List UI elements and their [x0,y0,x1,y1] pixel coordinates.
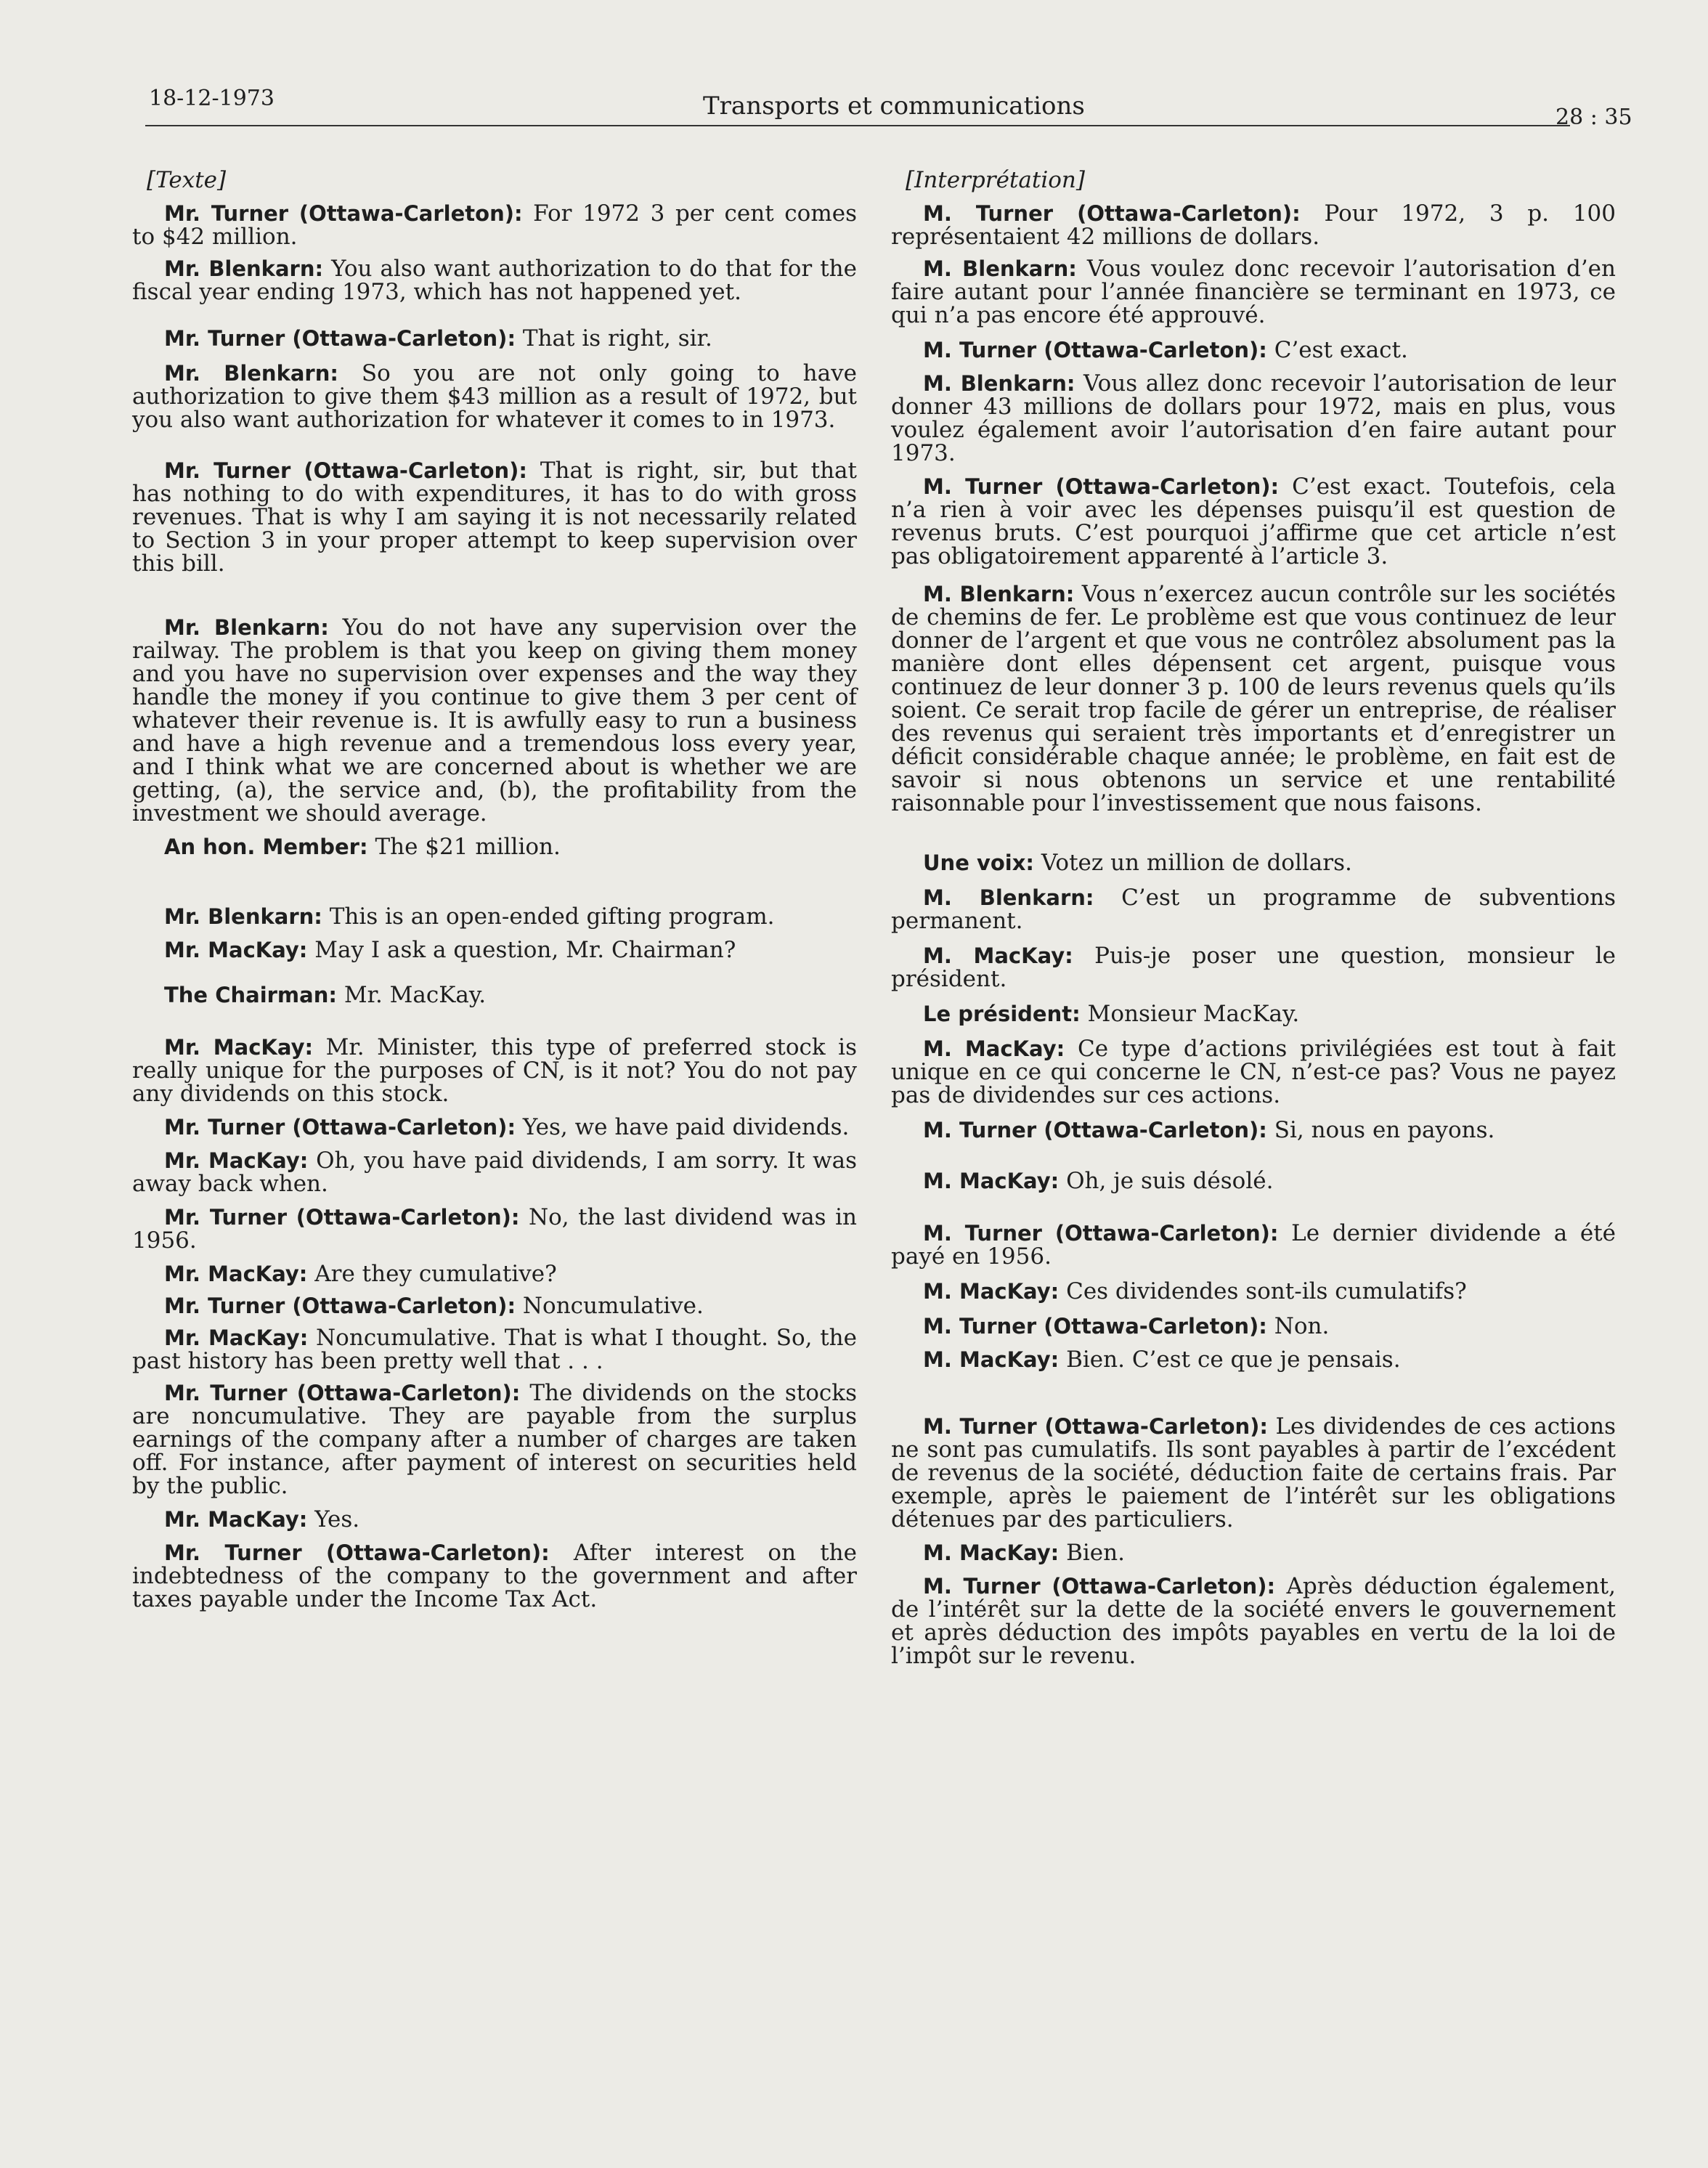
paragraph [132,1036,857,1105]
french-paragraphs [891,202,1616,1668]
speech-text: May I ask a question, Mr. Chairman? [307,937,736,963]
paragraph [891,257,1616,327]
speaker-name: M. MacKay: [923,1347,1060,1372]
paragraph [891,1315,1616,1338]
speech-text: Oh, je suis désolé. [1059,1168,1274,1194]
speaker-name: An hon. Member: [164,835,368,859]
speaker-name: Mr. MacKay: [164,938,308,962]
speaker-name: Mr. Blenkarn: [164,904,322,929]
speech-text: Ces dividendes sont-ils cumulatifs? [1059,1278,1467,1304]
speaker-name: M. Turner (Ottawa-Carleton): [923,201,1301,226]
paragraph [891,202,1616,248]
paragraph [132,1262,857,1286]
speaker-name: M. Blenkarn: [923,582,1075,606]
speaker-name: M. Turner (Ottawa-Carleton): [923,338,1267,362]
paragraph [132,1116,857,1139]
speaker-name: Mr. Turner (Ottawa-Carleton): [164,326,516,351]
speaker-name: M. MacKay: [923,1169,1060,1193]
paragraph [891,1002,1616,1026]
paragraph [132,257,857,304]
section-label-interpretation: [Interprétation] [906,167,1085,193]
speech-text: C’est exact. [1266,337,1408,363]
paragraph [891,1415,1616,1531]
paragraph [132,905,857,928]
paragraph [891,1118,1616,1142]
header-date: 18-12-1973 [149,86,274,111]
speech-text: Votez un million de dollars. [1034,850,1352,876]
paragraph [132,362,857,431]
speech-text: Vous n’exercez aucun contrôle sur les sociétés de chemins de fer. Le problème est que vous continuez de leur donner de l’argent et que vous ne contrôlez absolument pas la manière dont elles dépensent cet argent, puisque vous continuez de leur donner 3 p. 100 de leurs revenus quels qu’ils soient. Ce serait trop facile de gérer un entreprise, de réaliser des revenus qui seraient très importants et d’enregistrer un déficit considérable chaque année; le problème, en fait est de savoir si nous obtenons un service et une rentabilité raisonnable pour l’investissement que nous faisons. [891,581,1616,816]
speech-text: Ce type d’actions privilégiées est tout à fait unique en ce qui concerne le CN, n’est-ce pas? Vous ne payez pas de dividendes sur ces actions. [891,1036,1616,1108]
speech-text: Les dividendes de ces actions ne sont pas cumulatifs. Ils sont payables à partir de l’excédent de revenus de la société, déduction faite de certains frais. Par exemple, après le paiement de l’intérêt sur les obligations détenues par des particuliers. [891,1413,1616,1532]
english-paragraphs [132,202,857,1611]
speaker-name: M. Turner (Ottawa-Carleton): [923,1118,1267,1142]
paragraph [132,1326,857,1373]
speech-text: Bien. C’est ce que je pensais. [1059,1347,1401,1373]
speaker-name: M. MacKay: [923,1279,1060,1304]
speaker-name: Mr. Turner (Ottawa-Carleton): [164,1115,516,1140]
speech-text: Noncumulative. That is what I thought. So, the past history has been pretty well that . . . [132,1325,857,1374]
paragraph [132,1294,857,1318]
speaker-name: M. MacKay: [923,1540,1060,1565]
paragraph [132,1508,857,1531]
paragraph [132,1206,857,1252]
speech-text: No, the last dividend was in 1956. [132,1204,857,1254]
section-label-texte: [Texte] [147,167,227,193]
paragraph [132,1541,857,1611]
speaker-name: Le président: [923,1002,1081,1026]
speaker-name: M. Turner (Ottawa-Carleton): [923,474,1280,499]
speaker-name: Mr. Turner (Ottawa-Carleton): [164,201,523,226]
speech-text: Le dernier dividende a été payé en 1956. [891,1220,1616,1270]
speech-text: After interest on the indebtedness of the company to the government and after taxes payable under the Income Tax Act. [132,1540,857,1612]
speaker-name: Mr. Turner (Ottawa-Carleton): [164,458,527,483]
speaker-name: Mr. Turner (Ottawa-Carleton): [164,1294,516,1318]
speaker-name: Mr. Blenkarn: [164,256,324,281]
speaker-name: Mr. MacKay: [164,1148,309,1173]
speech-text: Non. [1266,1313,1330,1339]
speech-text: Bien. [1059,1540,1125,1566]
speaker-name: M. Turner (Ottawa-Carleton): [923,1574,1276,1599]
paragraph [891,372,1616,465]
speech-text: Puis-je poser une question, monsieur le président. [891,943,1616,992]
paragraph [891,1037,1616,1107]
speaker-name: Mr. MacKay: [164,1325,309,1350]
paragraph [891,851,1616,874]
speech-text: Pour 1972, 3 p. 100 représentaient 42 millions de dollars. [891,200,1616,250]
speech-text: C’est exact. Toutefois, cela n’a rien à voir avec les dépenses puisqu’il est question de revenus bruts. C’est pourquoi j’affirme que cet article n’est pas obligatoirement apparenté à l’article 3. [891,474,1616,569]
speech-text: That is right, sir. [516,325,712,352]
paragraph [891,1280,1616,1303]
speech-text: Are they cumulative? [307,1261,557,1287]
paragraph [891,582,1616,815]
speech-text: Monsieur MacKay. [1080,1001,1300,1027]
speech-text: Après déduction également, de l’intérêt sur la dette de la société envers le gouvernement et après déduction des impôts payables en vertu de la loi de l’impôt sur le revenu. [891,1573,1616,1669]
paragraph [132,983,857,1007]
speaker-name: Mr. Blenkarn: [164,361,338,386]
paragraph [891,886,1616,933]
speaker-name: M. Blenkarn: [923,885,1094,910]
paragraph [132,1149,857,1195]
speaker-name: M. MacKay: [923,943,1073,968]
paragraph [132,616,857,825]
header-rule [145,125,1570,126]
speech-text: Mr. MacKay. [336,982,487,1008]
speech-text: Vous allez donc recevoir l’autorisation de leur donner 43 millions de dollars pour 1972, mais en plus, vous voulez également avoir l’autorisation d’en faire autant pour 1973. [891,370,1616,466]
speaker-name: Mr. MacKay: [164,1507,308,1532]
speaker-name: Mr. MacKay: [164,1035,314,1060]
speaker-name: Mr. Turner (Ottawa-Carleton): [164,1205,520,1230]
paragraph [891,475,1616,568]
speech-text: For 1972 3 per cent comes to $42 million. [132,200,857,250]
speech-text: Noncumulative. [516,1293,704,1319]
speech-text: Yes, we have paid dividends. [516,1114,850,1140]
paragraph [891,338,1616,362]
speaker-name: M. Blenkarn: [923,371,1075,396]
speaker-name: Mr. Turner (Ottawa-Carleton): [164,1540,550,1565]
speech-text: Mr. Minister, this type of preferred stock is really unique for the purposes of CN, is it not? You do not pay any dividends on this stock. [132,1034,857,1107]
speech-text: Yes. [307,1506,360,1532]
speaker-name: Mr. Blenkarn: [164,615,329,640]
speech-text: You also want authorization to do that for the fiscal year ending 1973, which has not happened yet. [132,256,857,305]
paragraph [891,1575,1616,1668]
paragraph [132,938,857,962]
header-title: Transports et communications [703,92,1085,121]
speech-text: The dividends on the stocks are noncumulative. They are payable from the surplus earnings of the company after a number of charges are taken off. For instance, after payment of interest on securities held by the public. [132,1380,857,1499]
french-column [891,167,1616,1668]
paragraph [132,327,857,350]
speech-text: You do not have any supervision over the railway. The problem is that you keep on giving them money and you have no supervision over expenses and the way they handle the money if you continue to give them 3 per cent of whatever their revenue is. It is awfully easy to run a business and have a high revenue and a tremendous loss every year, and I think what we are concerned about is whether we are getting, (a), the service and, (b), the profitability from the investment we should average. [132,614,857,827]
paragraph [132,202,857,248]
speaker-name: M. Turner (Ottawa-Carleton): [923,1221,1279,1246]
speech-text: This is an open-ended gifting program. [322,904,775,930]
paragraph [891,1348,1616,1371]
speech-text: So you are not only going to have authorization to give them $43 million as a result of 1972, but you also want authorization for whatever it comes to in 1973. [132,360,857,433]
paragraph [132,459,857,575]
speech-text: Si, nous en payons. [1266,1117,1495,1143]
speaker-name: M. Turner (Ottawa-Carleton): [923,1314,1267,1339]
header-page-number: 28 : 35 [1556,105,1632,130]
paragraph [891,944,1616,991]
paragraph [132,835,857,858]
english-column [132,167,857,1611]
paragraph [132,1381,857,1498]
speech-text: Oh, you have paid dividends, I am sorry. It was away back when. [132,1148,857,1197]
speech-text: Vous voulez donc recevoir l’autorisation d’en faire autant pour l’année financière se terminant en 1973, ce qui n’a pas encore été approuvé. [891,256,1616,328]
paragraph [891,1169,1616,1193]
speaker-name: The Chairman: [164,983,337,1007]
speech-text: C’est un programme de subventions permanent. [891,885,1616,934]
speech-text: The $21 million. [367,834,561,860]
speech-text: That is right, sir, but that has nothing to do with expenditures, it has to do with gross revenues. That is why I am saying it is not necessarily related to Section 3 in your proper attempt to keep supervision over this bill. [132,458,857,577]
speaker-name: M. Turner (Ottawa-Carleton): [923,1414,1269,1439]
paragraph [891,1541,1616,1564]
speaker-name: M. MacKay: [923,1036,1065,1061]
speaker-name: Mr. MacKay: [164,1262,308,1286]
speaker-name: Mr. Turner (Ottawa-Carleton): [164,1381,521,1405]
paragraph [891,1222,1616,1268]
speaker-name: M. Blenkarn: [923,256,1077,281]
speaker-name: Une voix: [923,850,1035,875]
